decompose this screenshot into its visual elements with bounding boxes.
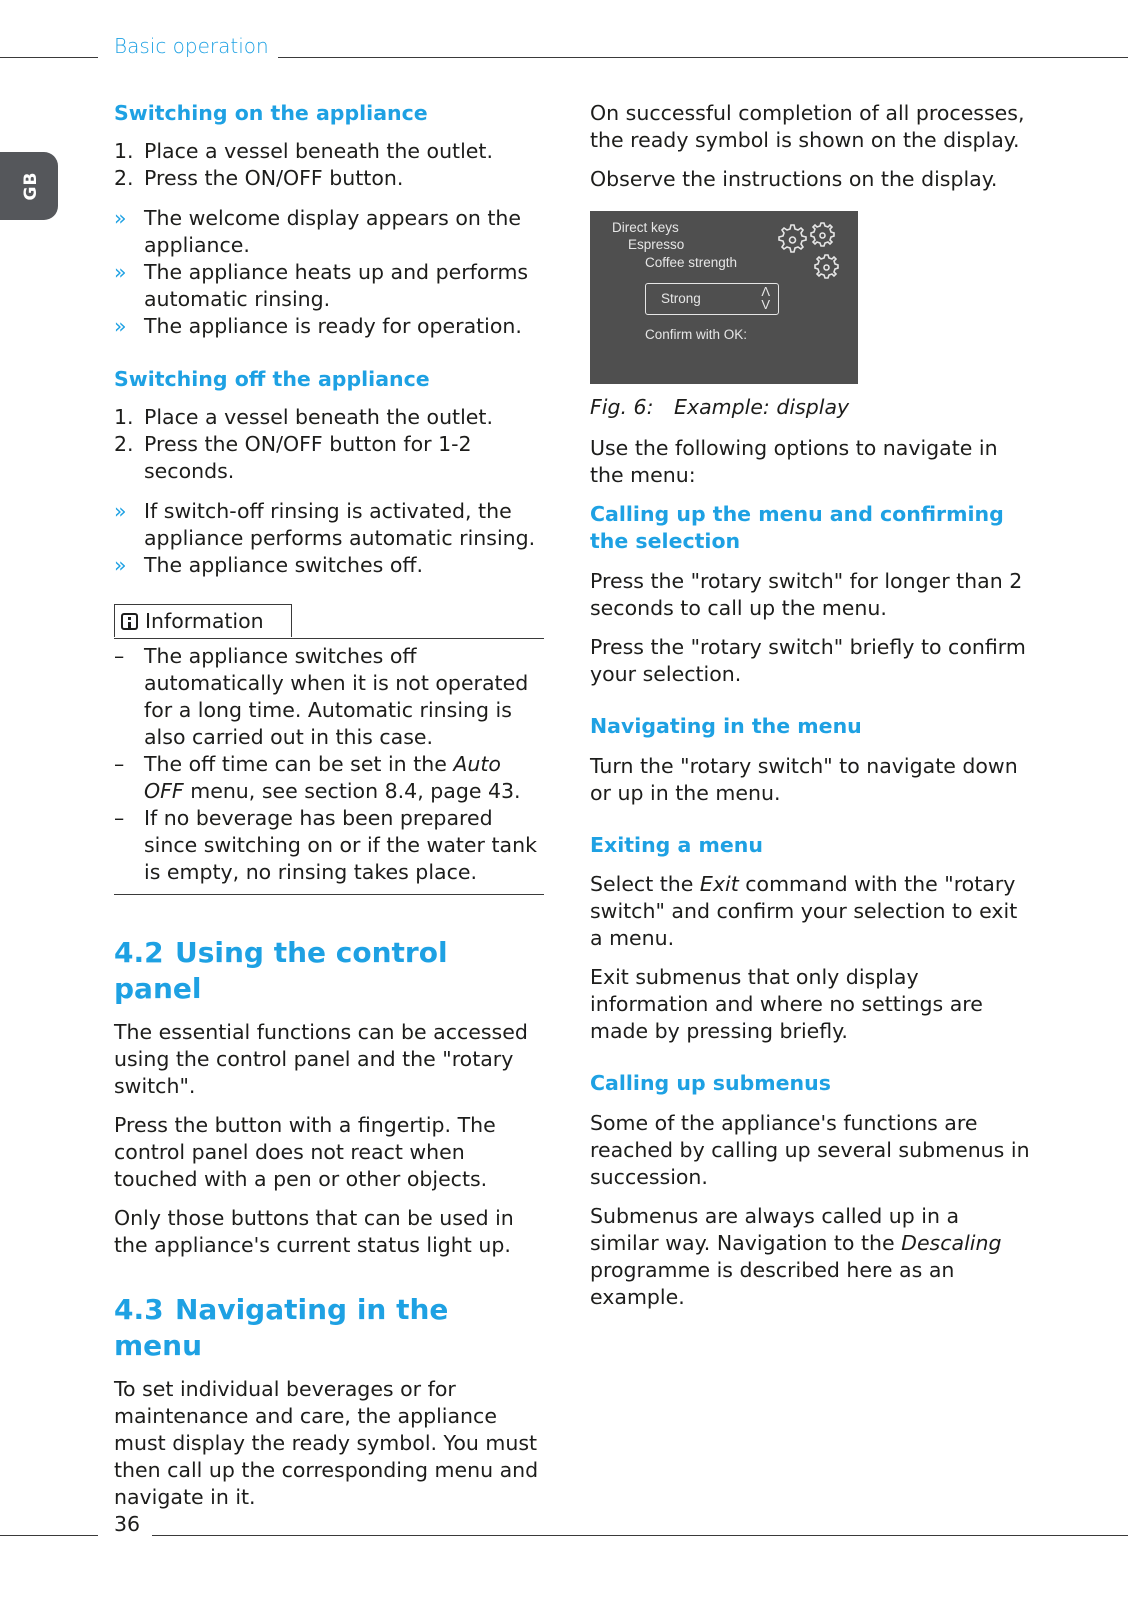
text-part: Select the — [590, 872, 700, 896]
figure-caption-text: Example: display — [674, 395, 850, 419]
info-text-part: The off time can be set in the — [144, 752, 454, 776]
appliance-display — [590, 211, 858, 384]
paragraph: Press the "rotary switch" for longer than 2 seconds to call up the menu. — [590, 569, 1023, 620]
paragraph: Turn the "rotary switch" to navigate down or up in the menu. — [590, 754, 1018, 805]
up-down-arrows-icon — [761, 285, 770, 311]
paragraph: Observe the instructions on the display. — [590, 167, 998, 191]
paragraph: To set individual beverages or for maintenance and care, the appliance must display the ready symbol. You must then call up the corresponding menu and navigate in it. — [114, 1377, 539, 1509]
result-text: If switch-off rinsing is activated, the appliance performs automatic rinsing. — [144, 499, 536, 550]
text-part: Submenus are always called up in a similar way. Navigation to the — [590, 1204, 960, 1255]
left-column — [114, 100, 544, 1511]
language-tab — [0, 152, 58, 220]
section-title-text: Using the control panel — [114, 936, 448, 1005]
paragraph: The essential functions can be accessed using the control panel and the "rotary switch". — [114, 1020, 528, 1098]
list-item — [114, 805, 544, 886]
text-part: programme is described here as an example. — [590, 1258, 955, 1309]
paragraph: Some of the appliance's functions are reached by calling up several submenus in succession. — [590, 1111, 1030, 1189]
section-4-3-title — [114, 1292, 544, 1364]
section-title-text: Navigating in the menu — [114, 1293, 449, 1362]
list-item — [114, 498, 544, 552]
down-arrow-icon: V — [761, 297, 770, 312]
step-text: Place a vessel beneath the outlet. — [144, 405, 493, 429]
footer-rule-right — [152, 1535, 1128, 1536]
header-rule-right — [278, 57, 1128, 58]
information-label-box — [114, 604, 292, 637]
information-box-header — [114, 604, 544, 639]
result-arrow-icon: » — [114, 553, 127, 577]
paragraph: Exit submenus that only display information and where no settings are made by pressing briefly. — [590, 965, 983, 1043]
list-item — [114, 643, 544, 751]
result-arrow-icon: » — [114, 206, 127, 230]
dash-marker: – — [114, 644, 125, 668]
text-part: command with the "rotary switch" and confirm your selection to exit a menu. — [590, 872, 1018, 950]
dash-marker: – — [114, 806, 125, 830]
step-number: 1. — [114, 405, 134, 429]
list-item — [114, 313, 544, 340]
paragraph — [590, 1203, 1030, 1311]
list-item — [114, 751, 544, 805]
info-text-part: menu, see section 8.4, page 43. — [183, 779, 521, 803]
exit-term: Exit — [699, 872, 739, 896]
submenus-heading: Calling up submenus — [590, 1071, 831, 1095]
switch-off-results — [114, 498, 544, 579]
list-item — [114, 404, 544, 431]
result-text: The appliance heats up and performs automatic rinsing. — [144, 260, 529, 311]
up-arrow-icon: Λ — [761, 284, 770, 299]
display-selection-field — [645, 283, 779, 315]
list-item — [114, 552, 544, 579]
paragraph: Press the button with a fingertip. The control panel does not react when touched with a pen or other objects. — [114, 1113, 496, 1191]
paragraph: Use the following options to navigate in the menu: — [590, 436, 998, 487]
step-text: Press the ON/OFF button. — [144, 166, 404, 190]
dash-marker: – — [114, 752, 125, 776]
paragraph: Press the "rotary switch" briefly to confirm your selection. — [590, 635, 1026, 686]
display-menu-line-3: Coffee strength — [645, 255, 738, 270]
list-item — [114, 138, 544, 165]
info-text: The appliance switches off automatically when it is not operated for a long time. Automatic rinsing is also carried out in this case. — [144, 644, 529, 749]
info-icon — [121, 613, 138, 630]
descaling-term: Descaling — [901, 1231, 1002, 1255]
list-item — [114, 205, 544, 259]
header-rule-left — [0, 57, 98, 58]
result-arrow-icon: » — [114, 499, 127, 523]
switch-on-results — [114, 205, 544, 340]
running-head: Basic operation — [114, 34, 269, 58]
result-text: The welcome display appears on the appliance. — [144, 206, 522, 257]
result-text: The appliance switches off. — [144, 553, 424, 577]
result-text: The appliance is ready for operation. — [144, 314, 522, 338]
information-label: Information — [145, 609, 264, 633]
display-menu-line-1: Direct keys — [612, 220, 679, 235]
page-number: 36 — [114, 1512, 141, 1536]
exiting-heading: Exiting a menu — [590, 833, 763, 857]
information-list — [114, 643, 544, 886]
switch-off-heading: Switching off the appliance — [114, 367, 430, 391]
paragraph — [590, 871, 1030, 952]
display-confirm-text: Confirm with OK: — [645, 327, 748, 342]
footer-rule-left — [0, 1535, 98, 1536]
paragraph: On successful completion of all processes, the ready symbol is shown on the display. — [590, 101, 1025, 152]
paragraph: Only those buttons that can be used in the appliance's current status light up. — [114, 1206, 514, 1257]
section-number: 4.2 — [114, 936, 164, 969]
display-selected-value: Strong — [661, 291, 701, 306]
figure-label: Fig. 6: — [590, 395, 654, 419]
right-column — [590, 100, 1030, 1311]
list-item — [114, 259, 544, 313]
calling-up-heading: Calling up the menu and confirming the selection — [590, 502, 1004, 553]
gears-icon — [774, 221, 844, 283]
language-tab-label: GB — [21, 171, 41, 201]
step-text: Press the ON/OFF button for 1-2 seconds. — [144, 432, 472, 483]
result-arrow-icon: » — [114, 314, 127, 338]
list-item — [114, 431, 544, 485]
step-number: 1. — [114, 139, 134, 163]
switch-on-steps — [114, 138, 544, 192]
display-menu-line-2: Espresso — [628, 237, 685, 252]
figure-caption — [590, 394, 1030, 421]
information-box-end-rule — [114, 894, 544, 895]
result-arrow-icon: » — [114, 260, 127, 284]
switch-on-heading: Switching on the appliance — [114, 101, 428, 125]
auto-off-term: Auto OFF — [144, 752, 501, 803]
info-text — [144, 751, 544, 805]
section-4-2-title — [114, 935, 544, 1007]
info-text: If no beverage has been prepared since switching on or if the water tank is empty, no rinsing takes place. — [144, 806, 537, 884]
section-number: 4.3 — [114, 1293, 164, 1326]
switch-off-steps — [114, 404, 544, 485]
navigating-heading: Navigating in the menu — [590, 714, 862, 738]
step-number: 2. — [114, 166, 134, 190]
step-text: Place a vessel beneath the outlet. — [144, 139, 493, 163]
list-item — [114, 165, 544, 192]
step-number: 2. — [114, 432, 134, 456]
